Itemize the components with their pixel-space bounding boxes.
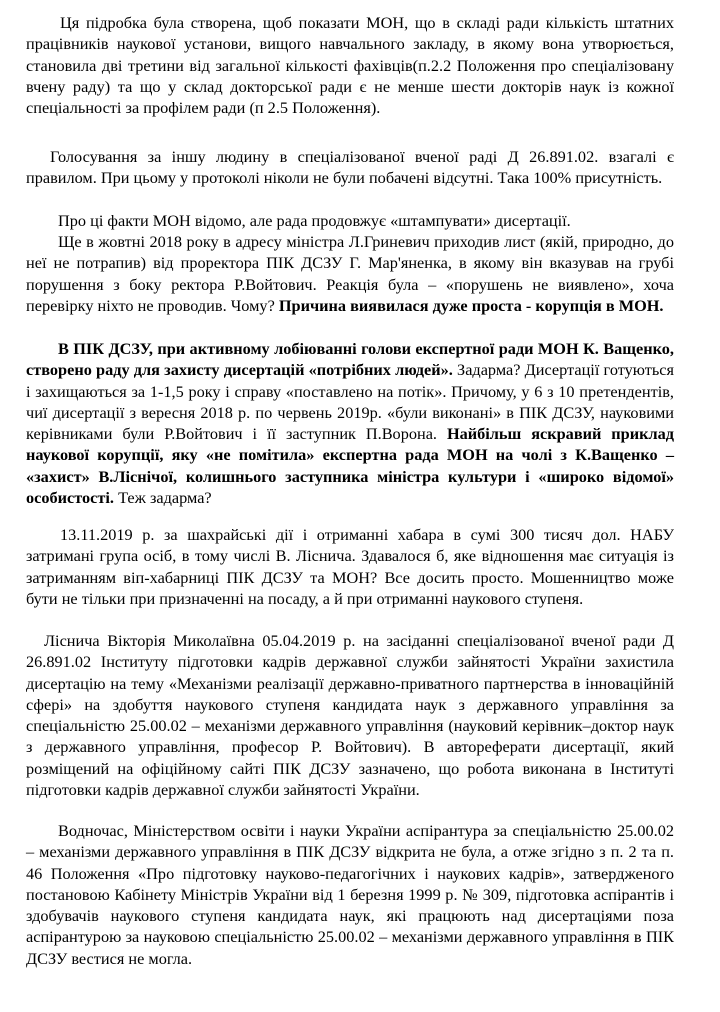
paragraph-7-text: Ліснича Вікторія Миколаївна 05.04.2019 р. на засіданні спеціалізованої вченої ради Д 26.891.02 Інституту підготовки кадрів державної служби зайнятості України захистила дисертацію на тему «Механізми реалізації державно-приватного партнерства в інноваційній сфері» на здобуття наукового ступеня кандидата наук з державного управління за спеціальністю 25.00.02 – механізми державного управління (науковий керівник–доктор наук з державного управління, професор Р. Войтович). В автореферати дисертації, який розміщений на офіційному сайті ПІК ДСЗУ зазначено, що робота виконана в Інституті підготовки кадрів державної служби зайнятості України. [26,631,674,800]
paragraph-5-bold-2: Найбільш яскравий приклад наукової корупції, яку «не помітила» експертна рада МОН на чолі з К.Ващенко – «захист» В.Ліснічої, колишнього заступника міністра культури і «широко відомої» особистості. [26,424,675,508]
paragraph-2 [26,146,674,189]
paragraph-7 [26,630,674,800]
paragraph-3-text: Про ці факти МОН відомо, але рада продовжує «штампувати» дисертації. [58,211,571,230]
paragraph-5-text: Задарма? Дисертації готуються і захищаються за 1-1,5 року і справу «поставлено на потік». Причому, у 6 з 10 претендентів, чиї дисертації з вересня 2018 р. по червень 2019р. «були виконані» в ПІК ДСЗУ, науковими керівниками були Р.Войтович і її заступник П.Ворона. [26,360,674,444]
paragraph-4-bold: Причина виявилася дуже проста - корупція в МОН. [278,295,664,315]
paragraph-8 [26,820,674,969]
paragraph-5-bold: В ПІК ДСЗУ, при активному лобіюванні голови експертної ради МОН К. Ващенко, створено раду для захисту дисертацій «потрібних людей». [26,339,674,380]
paragraph-6-text: 13.11.2019 р. за шахрайські дії і отриманні хабара в сумі 300 тисяч дол. НАБУ затримані група осіб, в тому числі В. Ліснича. Здавалося б, яке відношення має ситуація із затриманням віп-хабарниці ПІК ДСЗУ та МОН? Все досить просто. Мошенництво може бути не тільки при призначенні на посаду, а й при отриманні наукового ступеня. [26,525,674,608]
paragraph-5-text-2: Теж задарма? [118,488,212,508]
paragraph-8-text: Водночас, Міністерством освіти і науки України аспірантура за спеціальністю 25.00.02 – механізми державного управління в ПІК ДСЗУ відкрита не була, а отже згідно з п. 2 та п. 46 Положення «Про підготовку науково-педагогічних і наукових кадрів», затвердженого постановою Кабінету Міністрів України від 1 березня 1999 р. № 309, підготовка аспірантів і здобувачів наукового ступеня кандидата наук, які працюють над дисертаціями поза аспірантурою за науковою спеціальністю 25.00.02 – механізми державного управління в ПІК ДСЗУ вестися не могла. [26,821,674,968]
paragraph-6 [26,524,674,609]
paragraph-2-text: Голосування за іншу людину в спеціалізованої вченої раді Д 26.891.02. взагалі є правилом. При цьому у протоколі ніколи не були побачені відсутні. Така 100% присутність. [26,147,674,188]
paragraph-1 [26,12,674,118]
paragraph-4-text: Ще в жовтні 2018 року в адресу міністра Л.Гриневич приходив лист (якій, природно, до неї не потрапив) від проректора ПІК ДСЗУ Г. Мар'яненка, в якому він вказував на грубі порушення з боку ректора Р.Войтович. Реакція була – «порушень не виявлено», хоча перевірку ніхто не проводив. Чому? [26,232,674,315]
paragraph-1-text: Ця підробка була створена, щоб показати МОН, що в складі ради кількість штатних працівників наукової установи, вищого навчального закладу, в якому вона утворюється, становила дві третини від загальної кількості фахівців(п.2.2 Положення про спеціалізовану вчену раду) та що у склад докторської ради є не менше шести докторів наук із кожної спеціальності за профілем ради (п 2.5 Положення). [26,13,674,118]
paragraph-4 [26,231,674,316]
paragraph-5 [26,338,674,508]
paragraph-3 [26,210,674,231]
